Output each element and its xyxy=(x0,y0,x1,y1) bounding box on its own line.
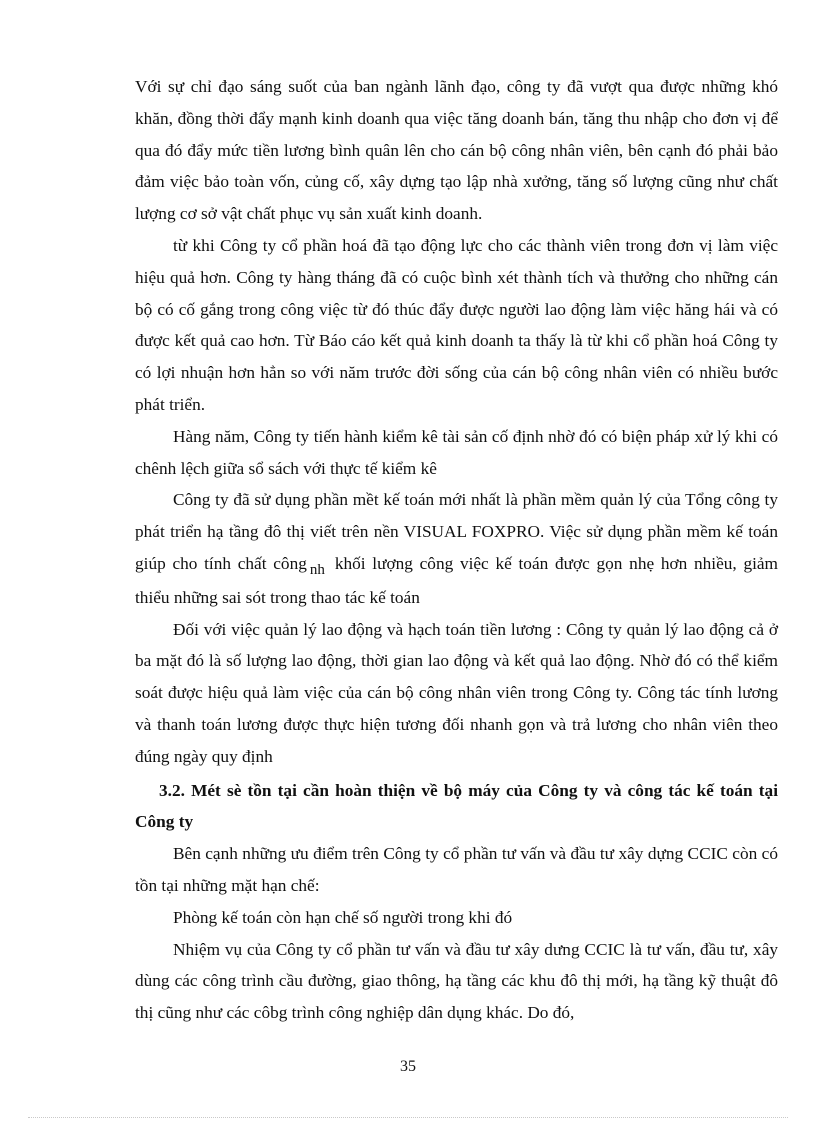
paragraph-limitations-intro: Bên cạnh những ưu điểm trên Công ty cổ phần tư vấn và đầu tư xây dựng CCIC còn có tồn tại những mặt hạn chế: xyxy=(135,844,778,895)
paragraph-equitization-impact: từ khi Công ty cổ phần hoá đã tạo động lực cho các thành viên trong đơn vị làm việc hiệu quả hơn. Công ty hàng tháng đã có cuộc bình xét thành tích và thưởng cho những cán bộ có cố gắng trong công việc từ đó thúc đẩy được người lao động làm việc hăng hái và có được kết quả cao hơn. Từ Báo cáo kết quả kinh doanh ta thấy là từ khi cổ phần hoá Công ty có lợi nhuận hơn hẳn so với năm trước đời sống của cán bộ công nhân viên có nhiều bước phát triển. xyxy=(135,235,778,414)
section-heading: 3.2. Mét sè tồn tại cần hoàn thiện về bộ máy của Công ty và công tác kế toán tại Công ty xyxy=(135,780,778,832)
text-fragment-nh: nh xyxy=(309,561,325,578)
body-text xyxy=(135,71,778,1029)
page-number: 35 xyxy=(400,1058,416,1075)
paragraph-company-duties: Nhiệm vụ của Công ty cổ phần tư vấn và đầu tư xây dưng CCIC là tư vấn, đầu tư, xây dùng các công trình cầu đường, giao thông, hạ tầng các khu đô thị mới, hạ tầng kỹ thuật đô thị cũng như các côbg trình công nghiệp dân dụng khác. Do đó, xyxy=(135,939,778,1023)
paragraph-labor-management: Đối với việc quản lý lao động và hạch toán tiền lương : Công ty quản lý lao động cả ở ba mặt đó là số lượng lao động, thời gian lao động và kết quả lao động. Nhờ đó có thể kiểm soát được hiệu quả làm việc của cán bộ công nhân viên trong Công ty. Công tác tính lương và thanh toán lương được thực hiện tương đối nhanh gọn và trả lương cho nhân viên theo đúng ngày quy định xyxy=(135,619,778,766)
paragraph-accounting-staff-limit: Phòng kế toán còn hạn chế số người trong khi đó xyxy=(173,907,513,927)
page-bottom-divider xyxy=(28,1117,788,1118)
paragraph-fixed-asset-inventory: Hàng năm, Công ty tiến hành kiểm kê tài sản cố định nhờ đó có biện pháp xử lý khi có chênh lệch giữa sổ sách với thực tế kiểm kê xyxy=(135,426,778,478)
paragraph-accounting-software xyxy=(135,484,778,613)
accounting-software-text-part-2: khối lượng công việc kế toán được gọn nhẹ hơn nhiều, giảm thiểu những sai sót trong thao tác kế toán xyxy=(135,553,778,607)
paragraph-leadership-progress: Với sự chỉ đạo sáng suốt của ban ngành lãnh đạo, công ty đã vượt qua được những khó khăn, đồng thời đẩy mạnh kinh doanh qua việc tăng doanh bán, tăng thu nhập cho đơn vị để qua đó đẩy mức tiền lương bình quân lên cho cán bộ công nhân viên, bên cạnh đó phải bảo đảm việc bảo toàn vốn, củng cố, xây dựng tạo lập nhà xưởng, tăng số lượng cũng như chất lượng cơ sở vật chất phục vụ sản xuất kinh doanh. xyxy=(135,77,778,224)
accounting-software-text-part-1: Công ty đã sử dụng phần mềt kế toán mới nhất là phần mềm quản lý của Tổng công ty phát triển hạ tầng đô thị viết trên nền VISUAL FOXPRO. Việc sử dụng phần mềm kế toán giúp cho tính chất công xyxy=(135,490,778,573)
